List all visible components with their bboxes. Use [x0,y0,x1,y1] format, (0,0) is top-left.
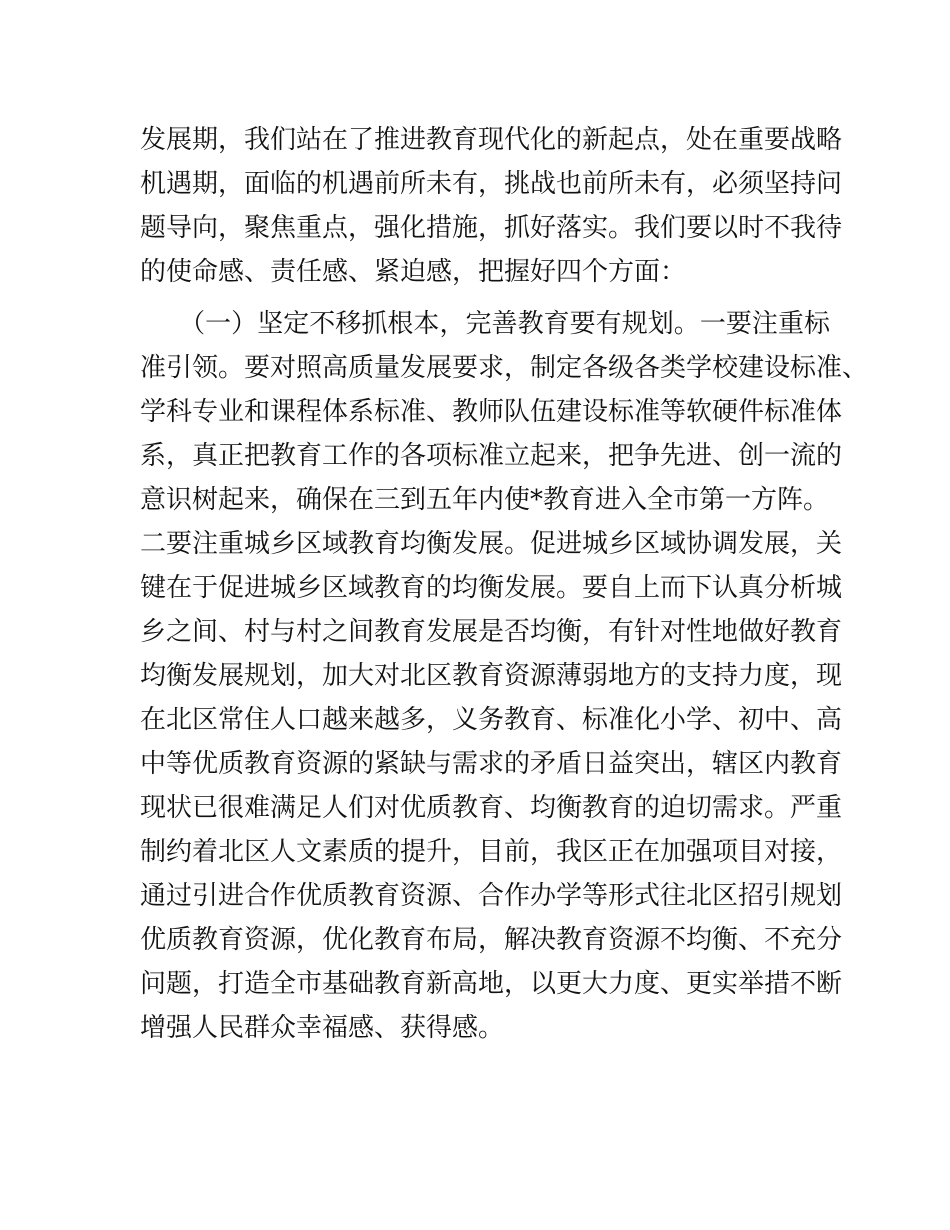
text-line: 均衡发展规划，加大对北区教育资源薄弱地方的支持力度，现 [140,661,843,691]
paragraph-1 [140,118,843,294]
text-line: 学科专业和课程体系标准、教师队伍建设标准等软硬件标准体 [140,397,843,427]
text-line: 意识树起来，确保在三到五年内使*教育进入全市第一方阵。 [140,485,830,515]
text-line: 问题，打造全市基础教育新高地，以更大力度、更实举措不断 [140,969,843,999]
text-line: 乡之间、村与村之间教育发展是否均衡，有针对性地做好教育 [140,617,843,647]
text-line: 现状已很难满足人们对优质教育、均衡教育的迫切需求。严重 [140,793,843,823]
body-text [140,118,869,1050]
text-line: 准引领。要对照高质量发展要求，制定各级各类学校建设标准、 [140,353,869,383]
text-line: （一）坚定不移抓根本，完善教育要有规划。一要注重标 [140,309,830,339]
text-line: 中等优质教育资源的紧缺与需求的矛盾日益突出，辖区内教育 [140,749,843,779]
text-line: 制约着北区人文素质的提升，目前，我区正在加强项目对接， [140,837,843,867]
text-line: 二要注重城乡区域教育均衡发展。促进城乡区域协调发展，关 [140,529,843,559]
text-line: 系，真正把教育工作的各项标准立起来，把争先进、创一流的 [140,441,843,471]
paragraph-gap [140,294,830,302]
paragraph-2 [140,302,869,1050]
text-line: 机遇期，面临的机遇前所未有，挑战也前所未有，必须坚持问 [140,169,843,199]
text-line: 增强人民群众幸福感、获得感。 [140,1013,505,1043]
text-line: 发展期，我们站在了推进教育现代化的新起点，处在重要战略 [140,125,843,155]
text-line: 在北区常住人口越来越多，义务教育、标准化小学、初中、高 [140,705,843,735]
text-line: 题导向，聚焦重点，强化措施，抓好落实。我们要以时不我待 [140,213,843,243]
text-line: 优质教育资源，优化教育布局，解决教育资源不均衡、不充分 [140,925,843,955]
text-line: 键在于促进城乡区域教育的均衡发展。要自上而下认真分析城 [140,573,843,603]
text-line: 通过引进合作优质教育资源、合作办学等形式往北区招引规划 [140,881,843,911]
text-line: 的使命感、责任感、紧迫感，把握好四个方面： [140,257,687,287]
